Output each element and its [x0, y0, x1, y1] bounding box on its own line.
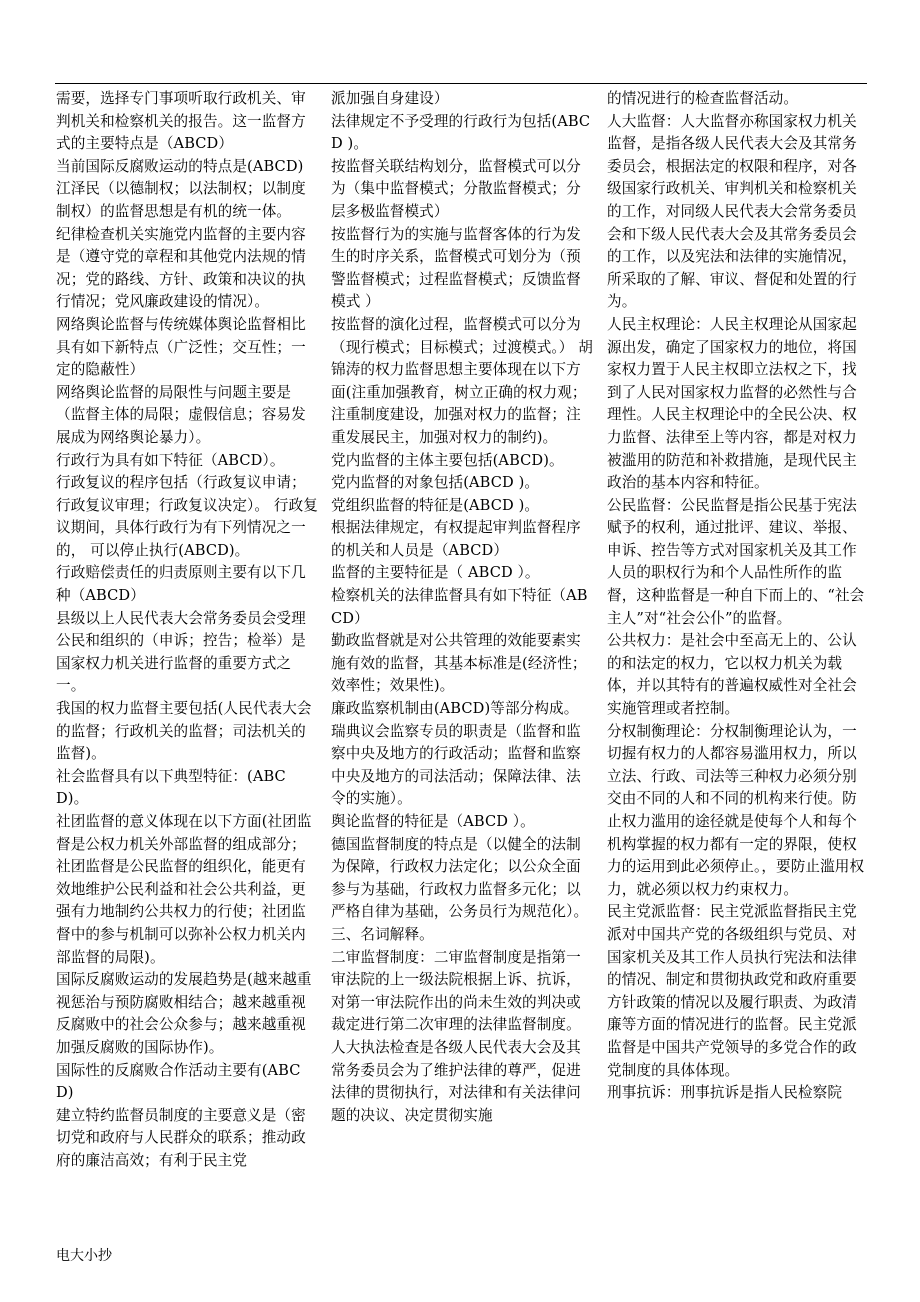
text-column-2 [331, 88, 593, 1238]
paragraph: 行政赔偿责任的归责原则主要有以下几种（ABCD） [56, 564, 306, 605]
paragraph: 的情况进行的检查监督活动。 [607, 90, 799, 107]
paragraph: 建立特约监督员制度的主要意义是（密切党和政府与人民群众的联系；推动政府的廉洁高效；有利于民主党 [56, 1106, 306, 1169]
paragraph: 公共权力：是社会中至高无上的、公认的和法定的权力，它以权力机关为载体，并以其特有的普遍权威性对全社会实施管理或者控制。 [607, 632, 857, 718]
paragraph: 行政复议的程序包括（行政复议申请；行政复议审理；行政复议决定）。 行政复议期间，具体行政行为有下列情况之一的， 可以停止执行(ABCD)。 [56, 474, 318, 559]
paragraph: 需要，选择专门事项听取行政机关、审判机关和检察机关的报告。这一监督方式的主要特点是（ABCD） [56, 90, 306, 153]
paragraph: 派加强自身建设） [331, 90, 449, 107]
paragraph: 民主党派监督：民主党派监督指民主党派对中国共产党的各级组织与党员、对国家机关及其工作人员执行宪法和法律的情况、制定和贯彻执政党和政府重要方针政策的情况以及履行职责、为政清廉等方面的情况进行的监督。民主党派监督是中国共产党领导的多党合作的政党制度的具体体现。 [607, 903, 857, 1079]
page-footer: 电大小抄 [56, 1248, 112, 1264]
paragraph: 国际反腐败运动的发展趋势是(越来越重视惩治与预防腐败相结合；越来越重视反腐败中的社会公众参与；越来越重视加强反腐败的国际协作)。 [56, 971, 312, 1056]
paragraph: 按监督行为的实施与监督客体的行为发生的时序关系，监督模式可划分为（预警监督模式；过程监督模式；反馈监督模式 ） [331, 225, 581, 311]
paragraph: 社会监督具有以下典型特征：(ABCD)。 [56, 767, 286, 808]
paragraph: 法律规定不予受理的行政行为包括(ABCD )。 [331, 112, 591, 153]
paragraph: 根据法律规定，有权提起审判监督程序的机关和人员是（ABCD） [331, 519, 581, 559]
paragraph: 检察机关的法律监督具有如下特征（ABCD） [331, 587, 588, 627]
paragraph: 社团监督的意义体现在以下方面(社团监督是公权力机关外部监督的组成部分；社团监督是公民监督的组织化，能更有效地维护公民利益和社会公共利益，更强有力地制约公共权力的行使；社团监督中的参与机制可以弥补公权力机关内部监督的局限)。 [56, 813, 312, 966]
text-column-3 [607, 88, 869, 1238]
paragraph: 公民监督：公民监督是指公民基于宪法赋予的权利，通过批评、建议、举报、申诉、控告等方式对国家机关及其工作人员的职权行为和个人品性所作的监督，这种监督是一种自下而上的、“社会主人”对“社会公仆”的监督。 [607, 496, 865, 627]
header-rule [55, 83, 867, 84]
paragraph: 监督的主要特征是（ ABCD ）。 [331, 564, 540, 582]
paragraph: 我国的权力监督主要包括(人民代表大会的监督；行政机关的监督；司法机关的监督)。 [56, 700, 312, 763]
paragraph: 网络舆论监督的局限性与问题主要是（监督主体的局限；虚假信息；容易发展成为网络舆论暴力）。 [56, 383, 306, 446]
paragraph: 按监督的演化过程，监督模式可以分为（现行模式；目标模式；过渡模式。） 胡锦涛的权力监督思想主要体现在以下方面(注重加强教育，树立正确的权力观；注重制度建设，加强对权力的监督；注重发展民主，加强对权力的制约)。 [331, 315, 593, 446]
paragraph: 党组织监督的特征是(ABCD )。 [331, 496, 540, 514]
paragraph: 廉政监察机制由(ABCD)等部分构成。 [331, 700, 579, 718]
paragraph: 江泽民（以德制权；以法制权；以制度制权）的监督思想是有机的统一体。 [56, 180, 306, 220]
paragraph: 人大执法检查是各级人民代表大会及其常务委员会为了维护法律的尊严，促进法律的贯彻执行，对法律和有关法律问题的决议、决定贯彻实施 [331, 1038, 581, 1124]
paragraph: 纪律检查机关实施党内监督的主要内容是（遵守党的章程和其他党内法规的情况；党的路线、方针、政策和决议的执行情况；党风廉政建设的情况）。 [56, 225, 306, 311]
paragraph: 勤政监督就是对公共管理的效能要素实施有效的监督，其基本标准是(经济性；效率性；效果性)。 [331, 632, 587, 695]
paragraph: 分权制衡理论：分权制衡理论认为，一切握有权力的人都容易滥用权力，所以立法、行政、司法等三种权力必须分别交由不同的人和不同的机构来行使。防止权力滥用的途径就是使每个人和每个机构掌握的权力都有一定的界限，使权力的运用到此必须停止。，要防止滥用权力，就必须以权力约束权力。 [607, 722, 865, 898]
section-heading: 三、名词解释。 [331, 925, 434, 943]
paragraph: 国际性的反腐败合作活动主要有(ABCD) [56, 1061, 301, 1102]
paragraph: 党内监督的主体主要包括(ABCD)。 [331, 451, 564, 469]
paragraph: 瑞典议会监察专员的职责是（监督和监察中央及地方的行政活动；监督和监察中央及地方的司法活动；保障法律、法令的实施）。 [331, 722, 581, 808]
text-column-1 [56, 88, 318, 1238]
paragraph: 网络舆论监督与传统媒体舆论监督相比具有如下新特点（广泛性；交互性；一定的隐蔽性） [56, 315, 306, 379]
paragraph: 人大监督：人大监督亦称国家权力机关监督，是指各级人民代表大会及其常务委员会，根据法定的权限和程序，对各级国家行政机关、审判机关和检察机关的工作，对同级人民代表大会常务委员会和下级人民代表大会及其常务委员会的工作，以及宪法和法律的实施情况，所采取的了解、审议、督促和处置的行为。 [607, 112, 857, 311]
paragraph: 德国监督制度的特点是（以健全的法制为保障，行政权力法定化；以公众全面参与为基础，行政权力监督多元化；以严格自律为基础，公务员行为规范化）。 [331, 835, 589, 921]
paragraph: 县级以上人民代表大会常务委员会受理公民和组织的（申诉；控告；检举）是国家权力机关进行监督的重要方式之一。 [56, 609, 306, 695]
paragraph: 二审监督制度：二审监督制度是指第一审法院的上一级法院根据上诉、抗诉，对第一审法院作出的尚未生效的判决或裁定进行第二次审理的法律监督制度。 [331, 948, 581, 1034]
paragraph: 人民主权理论：人民主权理论从国家起源出发，确定了国家权力的地位，将国家权力置于人民主权即立法权之下，找到了人民对国家权力监督的必然性与合理性。人民主权理论中的全民公决、权力监督、法律至上等内容，都是对权力被滥用的防范和补救措施，是现代民主政治的基本内容和特征。 [607, 315, 857, 492]
paragraph: 党内监督的对象包括(ABCD )。 [331, 474, 540, 492]
paragraph: 按监督关联结构划分，监督模式可以分为（集中监督模式；分散监督模式；分层多极监督模式） [331, 157, 581, 220]
paragraph: 行政行为具有如下特征（ABCD）。 [56, 451, 285, 469]
paragraph: 刑事抗诉：刑事抗诉是指人民检察院 [607, 1084, 843, 1102]
paragraph: 舆论监督的特征是（ABCD ）。 [331, 813, 535, 830]
paragraph: 当前国际反腐败运动的特点是(ABCD) [56, 157, 304, 175]
